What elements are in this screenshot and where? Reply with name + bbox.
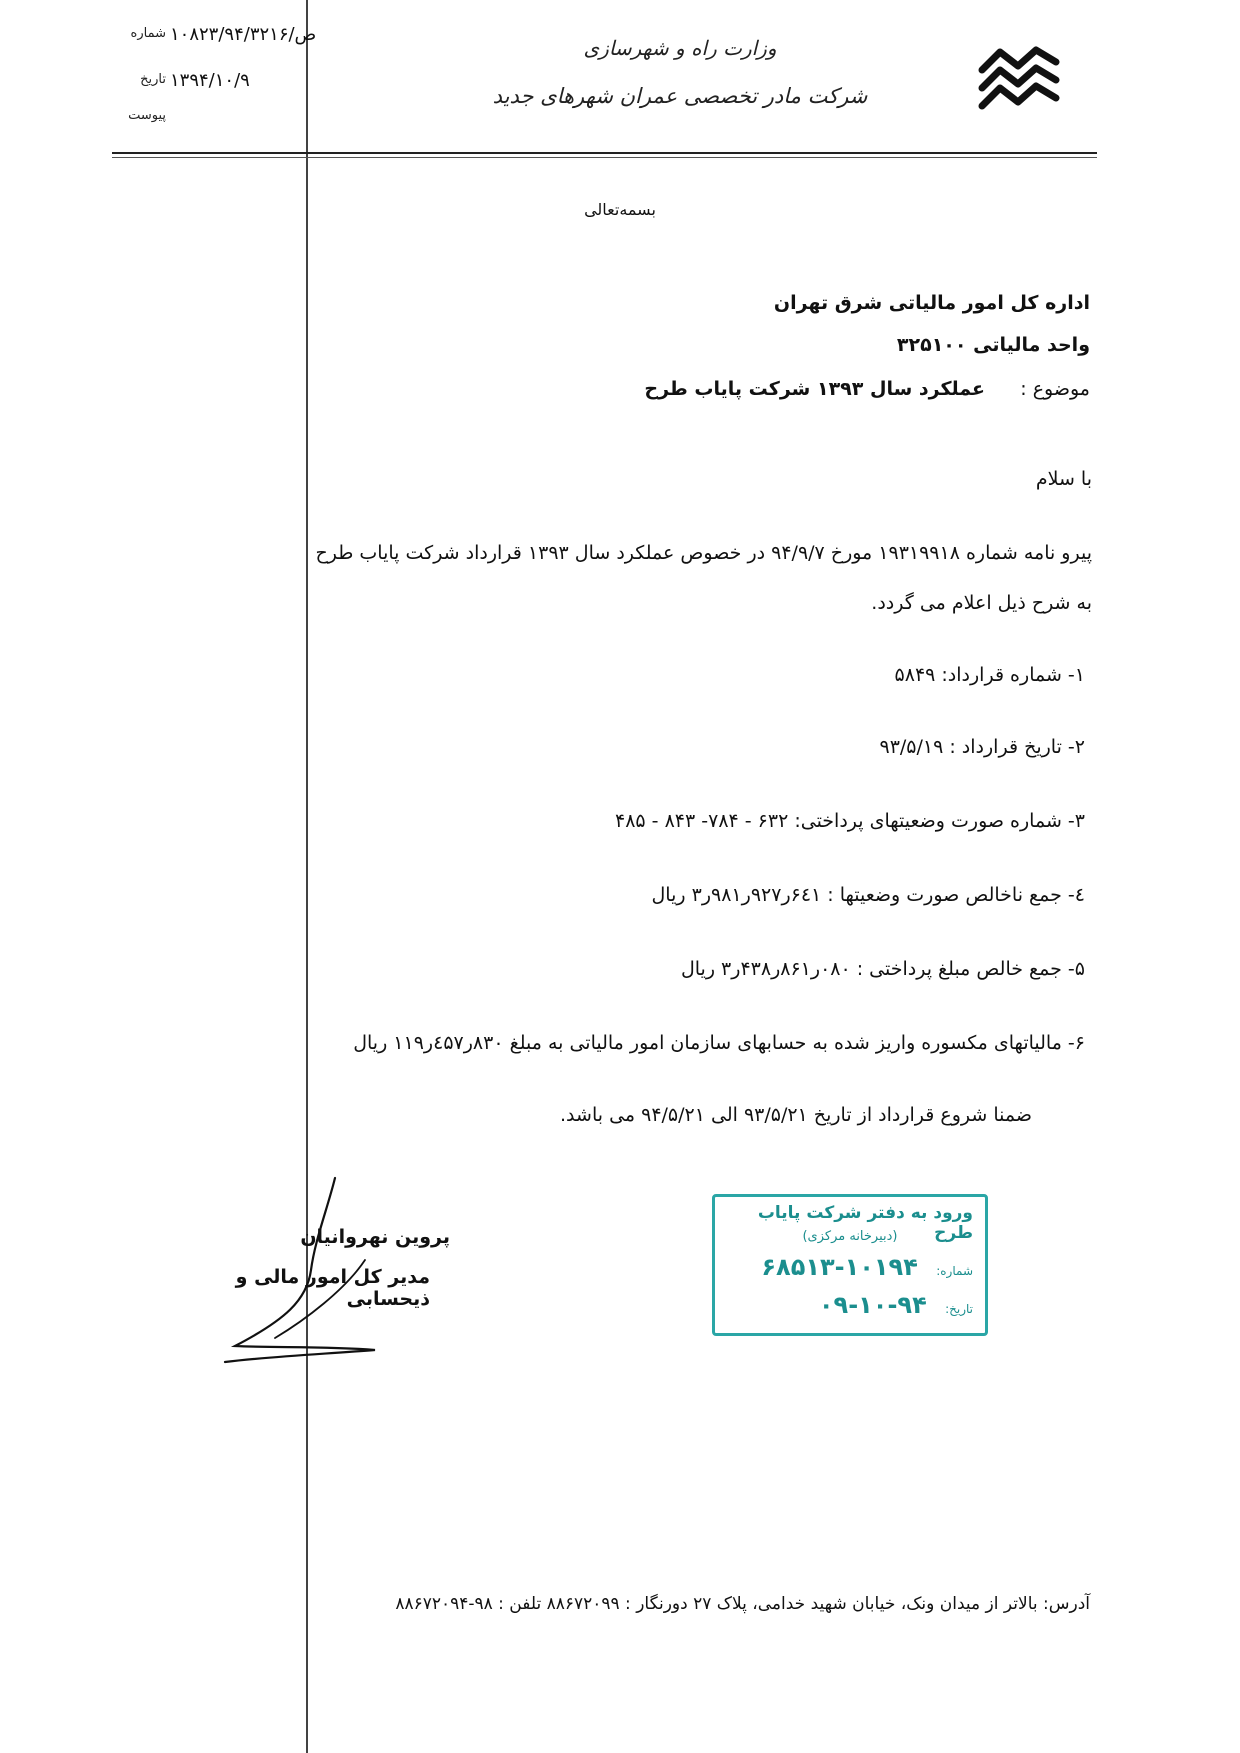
- item-contract-number: ۱- شماره قرارداد: ۵۸۴۹: [894, 664, 1085, 686]
- header-divider-secondary: [112, 157, 1097, 158]
- stamp-number-row: [727, 1253, 973, 1281]
- letter-date: ۱۳۹۴/۱۰/۹: [170, 70, 250, 91]
- scan-line-artifact: [306, 0, 308, 1753]
- footer-address: آدرس: بالاتر از میدان ونک، خیابان شهید خدامی، پلاک ۲۷ دورنگار : ۸۸۶۷۲۰۹۹ تلفن : ۹۸-۸۸۶۷۲۰۹۴: [395, 1594, 1090, 1614]
- paragraph-line-1: پیرو نامه شماره ۱۹۳۱۹۹۱۸ مورخ ۹۴/۹/۷ در خصوص عملکرد سال ۱۳۹۳ قرارداد شرکت پایاب طرح: [315, 542, 1092, 564]
- greeting: با سلام: [1035, 468, 1092, 490]
- stamp-subtitle: (دبیرخانه مرکزی): [802, 1229, 898, 1244]
- signatory-title: مدیر کل امور مالی و ذیحسابی: [235, 1266, 430, 1310]
- company-logo: [970, 40, 1070, 120]
- item-contract-date: ۲- تاریخ قرارداد : ۹۳/۵/۱۹: [879, 736, 1085, 758]
- item-invoice-numbers: ۳- شماره صورت وضعیتهای پرداختی: ۶۳۲ - ۷۸۴- ۸۴۳ - ۴۸۵: [615, 810, 1085, 832]
- addressee-line-2: واحد مالیاتی ۳۲۵۱۰۰: [896, 334, 1090, 356]
- letter-number: ۱۰۸۲۳/۹۴/ص/۳۲۱۶: [170, 24, 317, 45]
- handwritten-signature: [215, 1170, 385, 1370]
- stamp-date-value: ۹۴-۱۰-۰۹: [818, 1291, 927, 1319]
- closing-note: ضمنا شروع قرارداد از تاریخ ۹۳/۵/۲۱ الی ۹۴/۵/۲۱ می باشد.: [560, 1104, 1032, 1126]
- stamp-date-label: تاریخ:: [945, 1302, 973, 1316]
- stamp-number-value: ۱۰۱۹۴-۶۸۵۱۳: [761, 1253, 918, 1281]
- addressee-line-1: اداره کل امور مالیاتی شرق تهران: [773, 292, 1090, 314]
- paragraph-line-2: به شرح ذیل اعلام می گردد.: [871, 592, 1092, 614]
- ministry-name: وزارت راه و شهرسازی: [583, 36, 777, 60]
- stamp-title: ورود به دفتر شرکت پایاب طرح: [757, 1203, 973, 1243]
- company-name: شرکت مادر تخصصی عمران شهرهای جدید: [492, 84, 868, 108]
- item-net-total: ۵- جمع خالص مبلغ پرداختی : ۰۸۰ر۸۶۱ر۴۳۸ر۳ ریال: [680, 958, 1085, 980]
- subject-value: عملکرد سال ۱۳۹۳ شرکت پایاب طرح: [644, 378, 985, 400]
- stamp-date-row: [727, 1291, 973, 1319]
- stamp-number-label: شماره:: [936, 1264, 973, 1278]
- bismillah: بسمه‌تعالی: [584, 200, 656, 219]
- item-gross-total: ٤- جمع ناخالص صورت وضعیتها : ۶٤۱ر۹۲۷ر۹۸۱ر۳ ریال: [651, 884, 1085, 906]
- header-divider: [112, 152, 1097, 154]
- attachment-label: پیوست: [128, 108, 166, 123]
- item-tax-deducted: ۶- مالیاتهای مکسوره واریز شده به حسابهای سازمان امور مالیاتی به مبلغ ۸۳۰ر٤۵۷ر۱۱۹ ریال: [353, 1032, 1085, 1054]
- signatory-name: پروین نهروانیان: [300, 1226, 450, 1248]
- date-label: تاریخ: [140, 72, 166, 87]
- subject-label: موضوع :: [1020, 378, 1090, 400]
- number-label: شماره: [130, 26, 166, 41]
- reception-stamp: [712, 1194, 988, 1336]
